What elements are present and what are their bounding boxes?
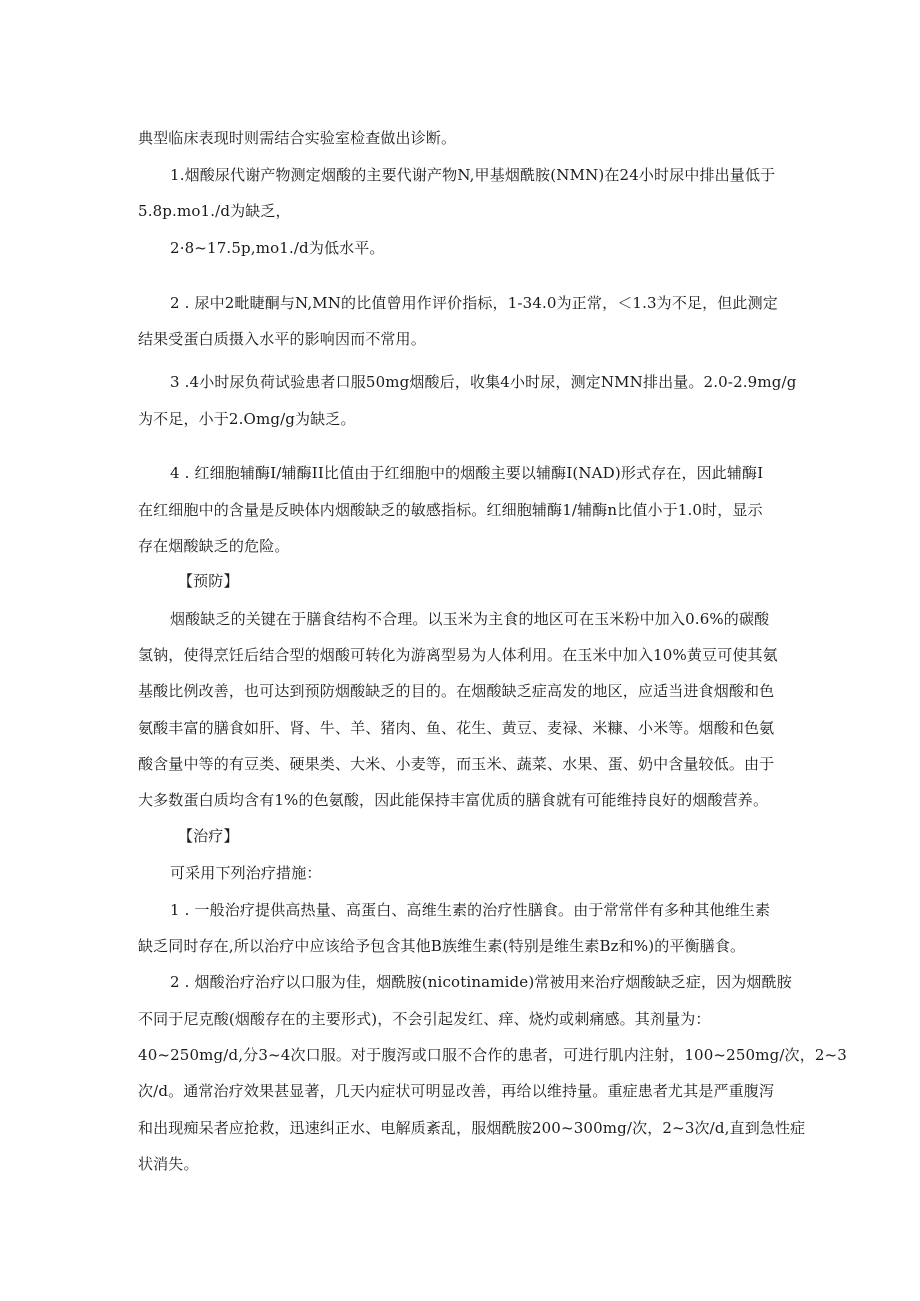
text-line: 3 .4小时尿负荷试验患者口服50mg烟酸后，收集4小时尿，测定NMN排出量。2.0-2.9mg/g xyxy=(170,373,797,391)
text-line: 在红细胞中的含量是反映体内烟酸缺乏的敏感指标。红细胞辅酶1/辅酶n比值小于1.0时，显示 xyxy=(138,501,763,519)
text-line: 4 . 红细胞辅酶I/辅酶II比值由于红细胞中的烟酸主要以辅酶I(NAD)形式存在，因此辅酶I xyxy=(170,464,764,482)
text-line: 为不足，小于2.Omg/g为缺乏。 xyxy=(138,410,356,428)
section-heading-prevention: 【预防】 xyxy=(178,572,239,590)
text-line: 2·8~17.5p,mo1./d为低水平。 xyxy=(170,239,385,257)
section-heading-treatment: 【治疗】 xyxy=(178,827,239,845)
text-line: 1.烟酸尿代谢产物测定烟酸的主要代谢产物N,甲基烟酰胺(NMN)在24小时尿中排出量低于 xyxy=(170,166,776,184)
text-line: 氨酸丰富的膳食如肝、肾、牛、羊、猪肉、鱼、花生、黄豆、麦禄、米糠、小米等。烟酸和色氨 xyxy=(138,719,775,737)
text-line: 40~250mg/d,分3~4次口服。对于腹泻或口服不合作的患者，可进行肌内注射，100~250mg/次，2~3 xyxy=(138,1046,847,1064)
text-line: 1 . 一般治疗提供高热量、高蛋白、高维生素的治疗性膳食。由于常常伴有多种其他维生素 xyxy=(170,901,771,919)
text-line: 和出现痴呆者应抢救，迅速纠正水、电解质紊乱，服烟酰胺200~300mg/次，2~3次/d,直到急性症 xyxy=(138,1119,806,1137)
text-line: 存在烟酸缺乏的危险。 xyxy=(138,537,290,555)
text-line: 2 . 尿中2毗睫酮与N,MN的比值曾用作评价指标，1-34.0为正常，＜1.3为不足，但此测定 xyxy=(170,294,778,312)
text-line: 缺乏同时存在,所以治疗中应该给予包含其他B族维生素(特别是维生素Bz和%)的平衡膳食。 xyxy=(138,937,746,955)
text-line: 大多数蛋白质均含有1%的色氨酸，因此能保持丰富优质的膳食就有可能维持良好的烟酸营养。 xyxy=(138,791,769,809)
text-line: 可采用下列治疗措施： xyxy=(170,864,322,882)
text-line: 酸含量中等的有豆类、硬果类、大米、小麦等，而玉米、蔬菜、水果、蛋、奶中含量较低。由于 xyxy=(138,755,775,773)
text-line: 基酸比例改善，也可达到预防烟酸缺乏的目的。在烟酸缺乏症高发的地区，应适当进食烟酸和色 xyxy=(138,682,775,700)
text-line: 氢钠，使得烹饪后结合型的烟酸可转化为游离型易为人体利用。在玉米中加入10%黄豆可使其氨 xyxy=(138,646,778,664)
text-line: 不同于尼克酸(烟酸存在的主要形式)，不会引起发红、痒、烧灼或刺痛感。其剂量为： xyxy=(138,1010,711,1028)
text-line: 2 . 烟酸治疗治疗以口服为佳，烟酰胺(nicotinamide)常被用来治疗烟酸缺乏症，因为烟酰胺 xyxy=(170,973,792,991)
text-line: 烟酸缺乏的关键在于膳食结构不合理。以玉米为主食的地区可在玉米粉中加入0.6%的碳酸 xyxy=(170,610,770,628)
text-line: 结果受蛋白质摄入水平的影响因而不常用。 xyxy=(138,330,426,348)
text-line: 典型临床表现时则需结合实验室检查做出诊断。 xyxy=(138,129,457,147)
text-line: 次/d。通常治疗效果甚显著，几天内症状可明显改善，再给以维持量。重症患者尤其是严重腹泻 xyxy=(138,1082,775,1100)
text-line: 5.8p.mo1./d为缺乏， xyxy=(138,202,291,220)
text-line: 状消失。 xyxy=(138,1155,199,1173)
